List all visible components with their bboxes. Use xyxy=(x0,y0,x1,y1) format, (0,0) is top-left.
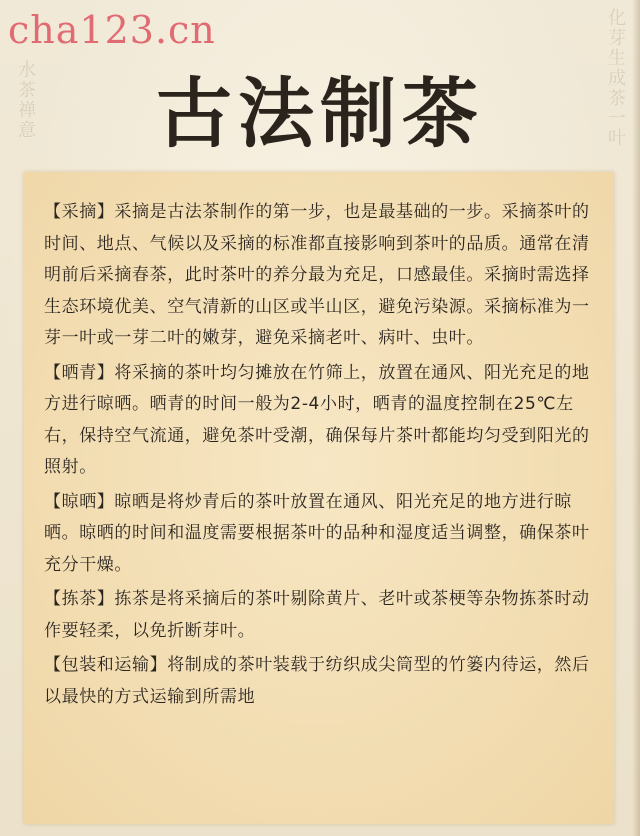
section-body: 采摘是古法茶制作的第一步，也是最基础的一步。采摘茶叶的时间、地点、气候以及采摘的标准都直接影响到茶叶的品质。通常在清明前后采摘春茶，此时茶叶的养分最为充足，口感最佳。采摘时需选择生态环境优美、空气清新的山区或半山区，避免污染源。采摘标准为一芽一叶或一芽二叶的嫩芽，避免采摘老叶、病叶、虫叶。 xyxy=(44,202,590,348)
section-sun-withering xyxy=(24,358,600,484)
section-packing-transport xyxy=(24,650,600,713)
content-panel xyxy=(24,172,614,824)
site-watermark: cha123.cn xyxy=(8,8,216,52)
section-drying xyxy=(24,487,600,582)
section-tag: 【晒青】 xyxy=(44,362,115,383)
section-list xyxy=(24,197,600,713)
section-tag: 【晾晒】 xyxy=(44,491,115,512)
section-body: 将采摘的茶叶均匀摊放在竹筛上，放置在通风、阳光充足的地方进行晾晒。晒青的时间一般为2-4小时，晒青的温度控制在25℃左右，保持空气流通，避免茶叶受潮，确保每片茶叶都能均匀受到阳光的照射。 xyxy=(44,362,590,477)
background-calligraphy-right: 化芽生成茶一叶 xyxy=(605,8,626,148)
section-body: 拣茶是将采摘后的茶叶剔除黄片、老叶或茶梗等杂物拣茶时动作要轻柔，以免折断芽叶。 xyxy=(44,589,590,641)
section-picking xyxy=(24,197,600,355)
section-body: 晾晒是将炒青后的茶叶放置在通风、阳光充足的地方进行晾晒。晾晒的时间和温度需要根据茶叶的品种和湿度适当调整，确保茶叶充分干燥。 xyxy=(44,491,590,575)
section-sorting xyxy=(24,584,600,647)
section-body: 将制成的茶叶装载于纺织成尖筒型的竹篓内待运，然后以最快的方式运输到所需地 xyxy=(44,655,590,707)
page-title: 古法制茶 xyxy=(156,69,484,158)
section-tag: 【包装和运输】 xyxy=(44,655,168,675)
section-tag: 【采摘】 xyxy=(44,202,115,222)
section-tag: 【拣茶】 xyxy=(44,589,115,609)
background-calligraphy-left: 水茶禅意 xyxy=(15,60,36,140)
